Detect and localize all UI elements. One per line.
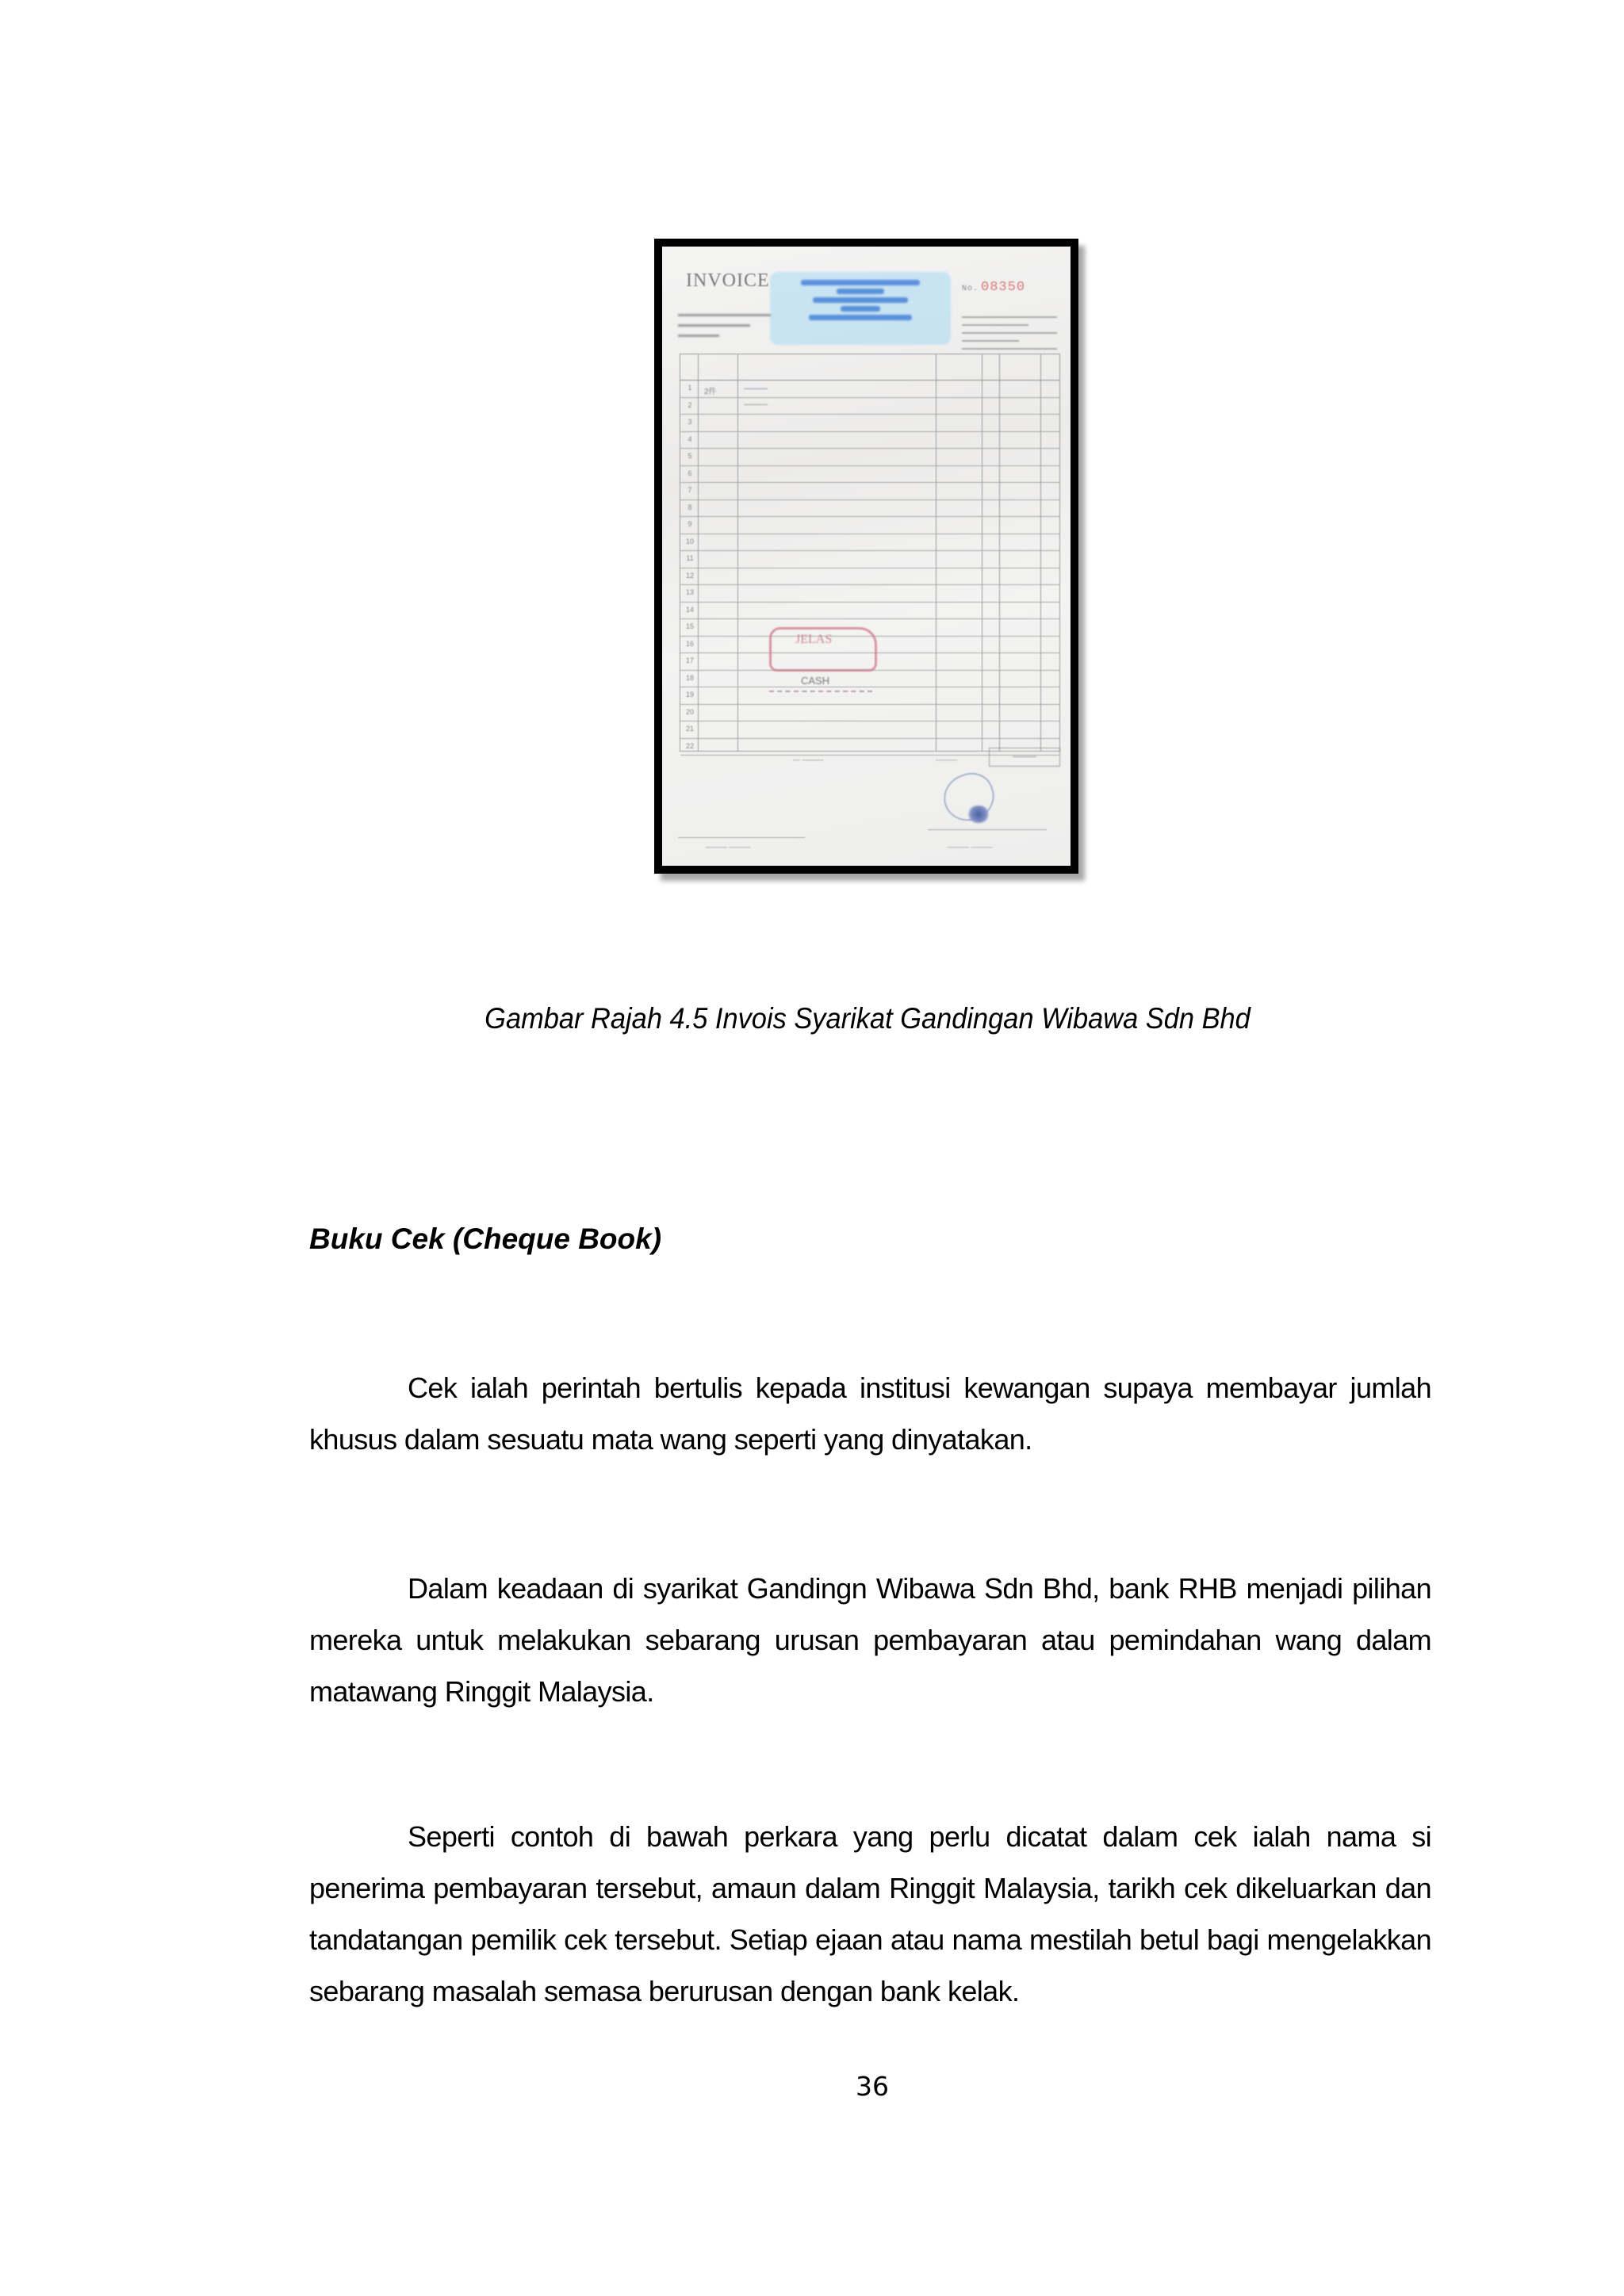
invoice-row-number: 19	[685, 691, 694, 698]
invoice-meta-lines	[962, 310, 1057, 356]
invoice-row-line	[680, 448, 1059, 449]
received-stamp	[769, 627, 877, 672]
invoice-row-line	[680, 704, 1059, 705]
item-qty: 2件	[704, 388, 717, 396]
invoice-row-number: 4	[688, 434, 692, 443]
invoice-row-line	[680, 482, 1059, 483]
received-by-label: ——— ———	[706, 843, 751, 851]
stamp-dotted-line	[769, 691, 872, 692]
invoice-row-number: 6	[688, 469, 692, 477]
invoice-row-line	[680, 602, 1059, 603]
company-header-stamp	[781, 277, 940, 340]
invoice-row-number: 22	[685, 741, 694, 750]
paragraph-3: Seperti contoh di bawah perkara yang perlu dicatat dalam cek ialah nama si penerima pembayaran tersebut, amaun dalam Ringgit Malaysia, tarikh cek dikeluarkan dan tandatangan pemilik cek tersebut. Setiap ejaan atau nama mestilah betul bagi mengelakkan sebarang masalah semasa berurusan dengan bank kelak.	[309, 1820, 1431, 2007]
invoice-row-line	[680, 397, 1059, 398]
invoice-row-line	[680, 414, 1059, 415]
stamp-note: CASH	[801, 675, 830, 687]
invoice-row-line	[680, 499, 1059, 500]
invoice-row-number: 8	[688, 503, 692, 511]
invoice-row-number: 11	[686, 554, 694, 562]
item-description-line2: ———	[744, 400, 768, 409]
invoice-row-line	[680, 618, 1059, 619]
invoice-row-line	[680, 584, 1059, 585]
invoice-row-number: 14	[685, 605, 694, 614]
invoice-row-number: 21	[685, 725, 694, 733]
page-number: 36	[856, 2071, 889, 2102]
invoice-row-line	[680, 465, 1059, 466]
invoice-number-label: No.	[962, 285, 979, 293]
invoice-row-number: 13	[685, 588, 694, 596]
signature-line-right	[928, 829, 1047, 830]
invoice-row-number: 18	[685, 673, 694, 682]
invoice-row-number: 16	[685, 639, 694, 648]
signature-ink-mark	[967, 806, 990, 823]
paragraph-1: Cek ialah perintah bertulis kepada institusi kewangan supaya membayar jumlah khusus dalam sesuatu mata wang seperti yang dinyatakan.	[309, 1372, 1431, 1456]
invoice-row-number: 9	[688, 520, 692, 528]
ringgit-note: — ———	[793, 756, 824, 763]
invoice-row-number: 20	[685, 707, 694, 716]
item-description: ———	[744, 385, 768, 393]
invoice-row-number: 17	[685, 656, 694, 664]
invoice-row-line	[680, 516, 1059, 517]
invoice-row-number: 10	[685, 537, 694, 545]
invoice-recipient-lines	[678, 306, 781, 345]
invoice-row-number: 5	[688, 452, 692, 460]
invoice-row-line	[680, 550, 1059, 551]
invoice-row-line	[680, 431, 1059, 432]
invoice-row-number: 3	[688, 418, 692, 426]
signature-line-left	[678, 837, 805, 838]
paragraph-2: Dalam keadaan di syarikat Gandingn Wibawa Sdn Bhd, bank RHB menjadi pilihan mereka untuk melakukan sebarang urusan pembayaran atau pemindahan wang dalam matawang Ringgit Malaysia.	[309, 1572, 1431, 1708]
invoice-title: INVOICE	[686, 270, 770, 291]
invoice-scan-image	[662, 247, 1071, 866]
stamp-text: JELAS	[795, 633, 833, 646]
section-heading: Buku Cek (Cheque Book)	[309, 1223, 662, 1255]
total-label: ———	[936, 756, 957, 763]
invoice-number-value: 08350	[981, 280, 1026, 295]
invoice-row-number: 7	[688, 486, 692, 494]
invoice-row-number: 1	[688, 384, 692, 392]
invoice-figure	[654, 239, 1078, 874]
invoice-row-number: 12	[685, 571, 694, 580]
total-amount-box: ———	[989, 748, 1060, 767]
invoice-row-number: 15	[685, 622, 694, 630]
invoice-number	[962, 280, 1025, 295]
figure-caption: Gambar Rajah 4.5 Invois Syarikat Gandingan Wibawa Sdn Bhd	[485, 1002, 1251, 1035]
authorized-by-label: ——— ———	[948, 843, 993, 851]
invoice-row-line	[680, 738, 1059, 739]
invoice-row-number: 2	[688, 400, 692, 409]
